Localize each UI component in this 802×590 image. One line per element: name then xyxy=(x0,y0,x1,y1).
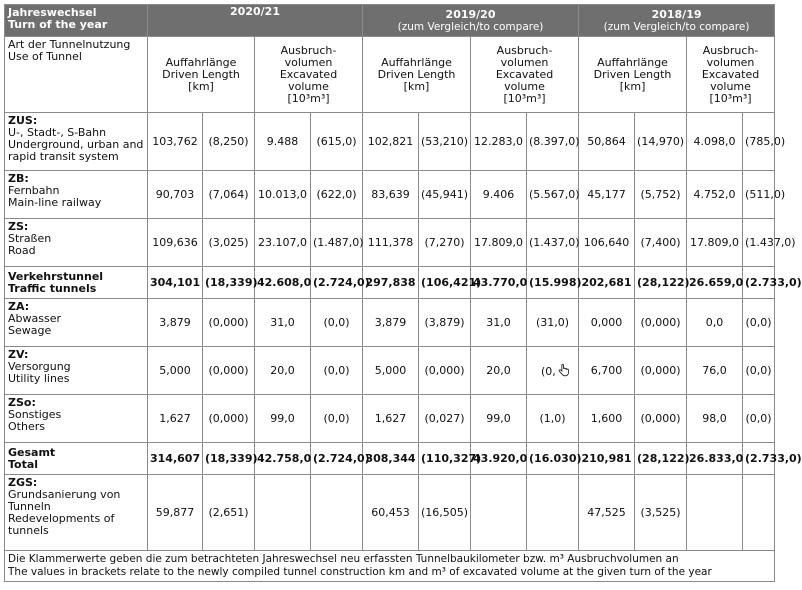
value-cell xyxy=(635,347,687,395)
value-cell xyxy=(311,113,363,171)
cell-value: (16,505) xyxy=(421,505,469,519)
value-cell xyxy=(203,267,258,299)
value-cell xyxy=(471,171,527,219)
row-label-line: rapid transit system xyxy=(8,150,119,163)
cell-value: 76,0 xyxy=(702,363,727,377)
cell-value: 43.770,0 xyxy=(473,275,528,289)
value-cell xyxy=(311,443,370,475)
row-label-line: Versorgung xyxy=(8,360,71,373)
cell-value: 10.013,0 xyxy=(258,187,307,201)
table-row xyxy=(5,395,775,443)
cell-value: (0,000) xyxy=(208,315,249,329)
row-label-line: Traffic tunnels xyxy=(8,281,97,295)
cell-value: (0,0) xyxy=(745,411,772,425)
value-cell xyxy=(635,113,687,171)
table-row xyxy=(5,113,775,171)
value-cell xyxy=(148,299,203,347)
value-cell xyxy=(255,347,311,395)
cell-value: 47,525 xyxy=(587,505,626,519)
value-cell xyxy=(363,171,419,219)
cell-value: 0,0 xyxy=(705,315,724,329)
cell-value: (0,0) xyxy=(323,411,350,425)
value-cell xyxy=(635,171,687,219)
value-cell xyxy=(419,219,471,267)
excavated-volume-header-3: Ausbruch- volumen Excavated volume [10³m³] xyxy=(687,37,775,113)
cell-value: 59,877 xyxy=(155,505,195,519)
value-cell xyxy=(743,299,775,347)
excavated-volume-header-1: Ausbruch- volumen Excavated volume [10³m³] xyxy=(255,37,363,113)
cell-value: 99,0 xyxy=(486,411,511,425)
cell-value: 5,000 xyxy=(374,363,407,377)
value-cell xyxy=(527,395,579,443)
cell-value: 45,177 xyxy=(587,187,626,201)
value-cell xyxy=(148,219,203,267)
cell-value: (2.724,0) xyxy=(313,275,370,289)
row-code: ZS: xyxy=(8,220,29,233)
value-cell xyxy=(471,267,527,299)
cell-value: (18,339) xyxy=(205,451,258,465)
value-cell xyxy=(148,267,203,299)
cell-value: (8.397,0) xyxy=(529,134,580,148)
row-label-line: Tunneln xyxy=(8,500,51,513)
cell-value: 43.920,0 xyxy=(473,451,528,465)
value-cell xyxy=(311,475,363,551)
row-label xyxy=(5,113,148,171)
value-cell xyxy=(579,443,635,475)
value-cell xyxy=(203,443,258,475)
cell-value: 99,0 xyxy=(270,411,295,425)
value-cell xyxy=(635,299,687,347)
value-cell xyxy=(743,443,802,475)
cell-value: (3,525) xyxy=(640,505,681,519)
row-code: ZA: xyxy=(8,300,30,313)
row-label-line: Underground, urban and xyxy=(8,138,144,151)
cell-value: 4.752,0 xyxy=(693,187,736,201)
turn-of-year-label: Jahreswechsel Turn of the year xyxy=(5,5,148,37)
value-cell xyxy=(255,299,311,347)
cell-value: 26.659,0 xyxy=(689,275,744,289)
value-cell xyxy=(255,171,311,219)
cell-value: 5,000 xyxy=(159,363,191,377)
table-row xyxy=(5,443,775,475)
value-cell xyxy=(363,267,419,299)
value-cell xyxy=(471,443,527,475)
row-label xyxy=(5,171,148,219)
value-cell xyxy=(635,395,687,443)
cell-value: 60,453 xyxy=(371,505,410,519)
cell-value: (0,0) xyxy=(745,315,772,329)
cell-value: 314,607 xyxy=(150,451,201,465)
value-cell xyxy=(419,395,471,443)
value-cell xyxy=(363,475,419,551)
value-cell xyxy=(255,219,311,267)
value-cell xyxy=(148,113,203,171)
value-cell xyxy=(363,219,419,267)
cell-value: (785,0) xyxy=(745,134,786,148)
value-cell xyxy=(687,219,743,267)
value-cell xyxy=(579,299,635,347)
value-cell xyxy=(527,171,579,219)
value-cell xyxy=(148,395,203,443)
value-cell xyxy=(579,347,635,395)
value-cell xyxy=(743,347,775,395)
row-label-line: Main-line railway xyxy=(8,196,102,209)
driven-length-header-1: Auffahrlänge Driven Length [km] xyxy=(148,37,255,113)
cell-value: 297,838 xyxy=(365,275,416,289)
driven-length-header-2: Auffahrlänge Driven Length [km] xyxy=(363,37,471,113)
row-label-line: Total xyxy=(8,457,39,471)
cell-value: (2.724,0) xyxy=(313,451,370,465)
value-cell xyxy=(579,267,635,299)
cell-value: (1.437,0) xyxy=(529,235,580,249)
row-code: ZGS: xyxy=(8,476,38,489)
cell-value: (28,122) xyxy=(637,451,690,465)
row-code: ZB: xyxy=(8,172,29,185)
hand-pointer-icon xyxy=(557,364,570,377)
cell-value: (2.733,0) xyxy=(745,451,802,465)
table-row xyxy=(5,219,775,267)
cell-value: 6,700 xyxy=(590,363,623,377)
value-cell xyxy=(527,219,579,267)
value-cell xyxy=(527,443,582,475)
cell-value: 26.833,0 xyxy=(689,451,744,465)
value-cell xyxy=(579,395,635,443)
cell-value: (45,941) xyxy=(421,187,469,201)
cell-value: 12.283,0 xyxy=(474,134,523,148)
cell-value: 308,344 xyxy=(365,451,416,465)
value-cell xyxy=(419,299,471,347)
row-label-line: U-, Stadt-, S-Bahn xyxy=(8,126,107,139)
excavated-volume-header-2: Ausbruch- volumen Excavated volume [10³m³] xyxy=(471,37,579,113)
value-cell xyxy=(311,219,363,267)
value-cell xyxy=(743,113,786,171)
value-cell xyxy=(203,395,255,443)
cell-value: 210,981 xyxy=(581,451,632,465)
value-cell xyxy=(311,347,363,395)
cell-value: 50,864 xyxy=(587,134,626,148)
value-cell xyxy=(255,395,311,443)
value-cell xyxy=(203,219,255,267)
value-cell xyxy=(687,443,743,475)
driven-length-header-3: Auffahrlänge Driven Length [km] xyxy=(579,37,687,113)
cell-value: 109,636 xyxy=(152,235,198,249)
row-label xyxy=(5,267,148,299)
cell-value: (106,421) xyxy=(421,275,482,289)
value-cell xyxy=(363,395,419,443)
cell-value: 202,681 xyxy=(581,275,632,289)
footnote-row xyxy=(5,551,775,582)
row-label-line: Utility lines xyxy=(8,372,70,385)
cell-value: 304,101 xyxy=(150,275,201,289)
footnote-german: Die Klammerwerte geben die zum betrachteten Jahreswechsel neu erfassten Tunnelbaukilometer bzw. m³ Ausbruchvolumen an xyxy=(8,553,679,565)
cell-value: 106,640 xyxy=(583,235,630,249)
cell-value: 20,0 xyxy=(270,363,295,377)
year-header-row xyxy=(5,5,775,37)
value-cell xyxy=(527,113,579,171)
cell-value: (0,000) xyxy=(640,315,681,329)
tunnel-use-label: Art der Tunnelnutzung Use of Tunnel xyxy=(5,37,148,113)
value-cell xyxy=(743,267,802,299)
cell-value: (0,000) xyxy=(424,363,465,377)
value-cell xyxy=(527,299,579,347)
cell-value: (2.733,0) xyxy=(745,275,802,289)
value-cell xyxy=(687,171,743,219)
cell-value: (0, xyxy=(541,364,556,378)
value-cell xyxy=(419,267,482,299)
value-cell xyxy=(471,299,527,347)
value-cell xyxy=(419,443,482,475)
cell-value: (0,000) xyxy=(640,363,681,377)
row-label xyxy=(5,475,148,551)
cell-value: 3,879 xyxy=(159,315,191,329)
value-cell xyxy=(635,219,687,267)
row-label-line: Others xyxy=(8,420,45,433)
cell-value: (15.998) xyxy=(529,275,582,289)
cell-value: 3,879 xyxy=(374,315,407,329)
value-cell xyxy=(419,113,471,171)
value-cell xyxy=(527,267,582,299)
value-cell xyxy=(203,171,255,219)
value-cell xyxy=(148,475,203,551)
row-label xyxy=(5,299,148,347)
table-row xyxy=(5,171,775,219)
value-cell xyxy=(255,267,311,299)
value-cell xyxy=(579,475,635,551)
value-cell xyxy=(471,219,527,267)
cell-value: 23.107,0 xyxy=(258,235,307,249)
footnote xyxy=(5,551,775,582)
cell-value: (0,000) xyxy=(640,411,681,425)
cell-value: 1,627 xyxy=(374,411,407,425)
cell-value: (1.487,0) xyxy=(313,235,364,249)
value-cell xyxy=(255,113,311,171)
row-label-line: Grundsanierung von xyxy=(8,488,121,501)
row-label-line: Redevelopments of xyxy=(8,512,115,525)
cell-value: 103,762 xyxy=(152,134,198,148)
cell-value: 20,0 xyxy=(486,363,511,377)
cell-value: 111,378 xyxy=(367,235,414,249)
cell-value: (0,027) xyxy=(424,411,465,425)
cell-value: 17.809,0 xyxy=(474,235,523,249)
value-cell xyxy=(687,347,743,395)
value-cell xyxy=(743,219,796,267)
value-cell xyxy=(471,347,527,395)
cell-value: (1,0) xyxy=(539,411,566,425)
cell-value: (16.030) xyxy=(529,451,582,465)
cell-value: (7,400) xyxy=(640,235,681,249)
tunnel-table xyxy=(4,4,802,582)
value-cell xyxy=(579,219,635,267)
cell-value: (18,339) xyxy=(205,275,258,289)
row-label-line: Sewage xyxy=(8,324,52,337)
value-cell xyxy=(148,171,203,219)
column-header-row xyxy=(5,37,775,113)
table-row xyxy=(5,347,775,395)
value-cell xyxy=(527,475,579,551)
cell-value: (511,0) xyxy=(745,187,786,201)
cell-value: 31,0 xyxy=(486,315,511,329)
value-cell xyxy=(148,347,203,395)
cell-value: (14,970) xyxy=(637,134,685,148)
value-cell xyxy=(419,171,471,219)
cell-value: 0,000 xyxy=(590,315,623,329)
cell-value: (110,327) xyxy=(421,451,482,465)
row-label xyxy=(5,443,148,475)
value-cell xyxy=(203,299,255,347)
cell-value: (0,0) xyxy=(745,363,772,377)
cell-value: (0,0) xyxy=(323,315,350,329)
cell-value: (7,064) xyxy=(208,187,249,201)
cell-value: (8,250) xyxy=(208,134,249,148)
value-cell xyxy=(687,395,743,443)
table-row xyxy=(5,299,775,347)
row-label-line: Fernbahn xyxy=(8,184,60,197)
value-cell xyxy=(471,113,527,171)
cell-value: (5,752) xyxy=(640,187,681,201)
value-cell xyxy=(255,475,311,551)
value-cell xyxy=(743,171,786,219)
cell-value: (28,122) xyxy=(637,275,690,289)
cell-value: 17.809,0 xyxy=(690,235,740,249)
value-cell xyxy=(471,475,527,551)
value-cell xyxy=(579,171,635,219)
value-cell xyxy=(311,171,363,219)
value-cell xyxy=(311,299,363,347)
year-2019-20: 2019/20 (zum Vergleich/to compare) xyxy=(363,5,579,37)
value-cell xyxy=(419,475,471,551)
value-cell xyxy=(743,395,775,443)
value-cell xyxy=(527,347,579,395)
value-cell xyxy=(203,347,255,395)
cell-value: 42.758,0 xyxy=(257,451,312,465)
cell-value: (0,000) xyxy=(208,363,249,377)
value-cell xyxy=(363,113,419,171)
cell-value: 9.488 xyxy=(266,134,299,148)
value-cell xyxy=(579,113,635,171)
cell-value: (5.567,0) xyxy=(529,187,580,201)
cell-value: (3,025) xyxy=(208,235,249,249)
value-cell xyxy=(203,475,255,551)
value-cell xyxy=(687,113,743,171)
value-cell xyxy=(635,475,687,551)
value-cell xyxy=(635,443,690,475)
cell-value: 83,639 xyxy=(371,187,410,201)
table-row xyxy=(5,267,775,299)
cell-value: (0,0) xyxy=(323,363,350,377)
row-code: ZUS: xyxy=(8,114,38,127)
footnote-english: The values in brackets relate to the newly compiled tunnel construction km and m³ of excavated volume at the given turn of the year xyxy=(8,566,712,578)
cell-value: (0,000) xyxy=(208,411,249,425)
cell-value: 42.608,0 xyxy=(257,275,312,289)
year-2020-21: 2020/21 xyxy=(148,5,363,37)
value-cell xyxy=(311,267,370,299)
value-cell xyxy=(148,443,203,475)
row-label xyxy=(5,395,148,443)
cell-value: (1.437,0) xyxy=(745,235,796,249)
cell-value: 4.098,0 xyxy=(693,134,736,148)
cell-value: (53,210) xyxy=(421,134,469,148)
row-label-line: Abwasser xyxy=(8,312,61,325)
year-2018-19: 2018/19 (zum Vergleich/to compare) xyxy=(579,5,775,37)
cell-value: 31,0 xyxy=(270,315,295,329)
value-cell xyxy=(255,443,311,475)
tunnel-statistics-document xyxy=(4,4,802,582)
value-cell xyxy=(471,395,527,443)
value-cell xyxy=(363,347,419,395)
row-label xyxy=(5,347,148,395)
cell-value: (31,0) xyxy=(535,315,570,329)
row-label-line: Verkehrstunnel xyxy=(8,269,104,283)
cell-value: 102,821 xyxy=(367,134,414,148)
row-code: ZV: xyxy=(8,348,29,361)
table-body xyxy=(5,113,802,551)
row-label xyxy=(5,219,148,267)
row-code: ZSo: xyxy=(8,396,36,409)
cell-value: 98,0 xyxy=(702,411,727,425)
cell-value: (622,0) xyxy=(316,187,357,201)
value-cell xyxy=(687,299,743,347)
cell-value: 90,703 xyxy=(155,187,195,201)
value-cell xyxy=(203,113,255,171)
value-cell xyxy=(687,267,743,299)
cell-value: (615,0) xyxy=(316,134,357,148)
value-cell xyxy=(419,347,471,395)
table-row xyxy=(5,475,775,551)
row-label-line: tunnels xyxy=(8,524,49,537)
value-cell xyxy=(363,443,419,475)
value-cell xyxy=(363,299,419,347)
cell-value: 9.406 xyxy=(482,187,515,201)
row-label-line: Sonstiges xyxy=(8,408,62,421)
cell-value: (2,651) xyxy=(208,505,249,519)
cell-value: 1,600 xyxy=(590,411,623,425)
value-cell xyxy=(635,267,690,299)
row-label-line: Gesamt xyxy=(8,445,56,459)
cell-value: (7,270) xyxy=(424,235,465,249)
value-cell xyxy=(743,475,775,551)
value-cell xyxy=(687,475,743,551)
row-label-line: Road xyxy=(8,244,36,257)
row-label-line: Straßen xyxy=(8,232,52,245)
value-cell xyxy=(311,395,363,443)
cell-value: (3,879) xyxy=(424,315,465,329)
cell-value: 1,627 xyxy=(159,411,191,425)
